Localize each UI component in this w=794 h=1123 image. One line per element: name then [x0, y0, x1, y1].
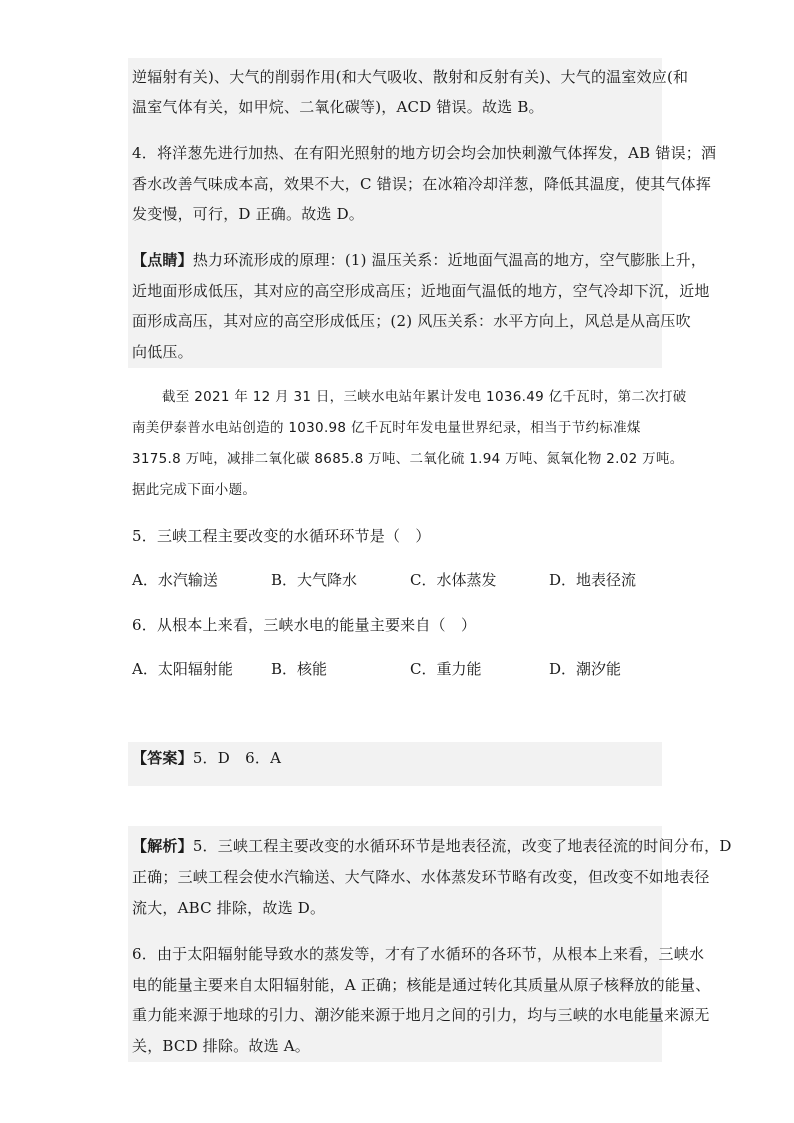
text-line: 重力能来源于地球的引力、潮汐能来源于地月之间的引力，均与三峡的水电能量来源无 — [132, 1006, 710, 1024]
text-line: 发变慢，可行，D 正确。故选 D。 — [132, 205, 364, 223]
question-stem: 6．从根本上来看，三峡水电的能量主要来自（ ） — [132, 616, 477, 634]
text-line: 逆辐射有关)、大气的削弱作用(和大气吸收、散射和反射有关)、大气的温室效应(和 — [132, 68, 689, 86]
option-d: D．潮汐能 — [549, 660, 622, 678]
option-c: C．水体蒸发 — [410, 571, 497, 589]
analysis-tag: 【解析】 — [132, 837, 193, 855]
text-line: 香水改善气味成本高，效果不大，C 错误；在冰箱冷却洋葱，降低其温度，使其气体挥 — [132, 175, 712, 193]
text-line: 近地面形成低压，其对应的高空形成高压；近地面气温低的地方，空气冷却下沉，近地 — [132, 282, 710, 300]
option-b: B．核能 — [271, 660, 328, 678]
answer-line — [132, 748, 281, 768]
option-d: D．地表径流 — [549, 571, 637, 589]
option-a: A．太阳辐射能 — [132, 660, 233, 678]
option-a: A．水汽输送 — [132, 571, 218, 589]
text-line: 4．将洋葱先进行加热、在有阳光照射的地方切会均会加快刺激气体挥发，AB 错误；酒 — [132, 144, 717, 162]
text-line: 电的能量主要来自太阳辐射能，A 正确；核能是通过转化其质量从原子核释放的能量、 — [132, 976, 711, 994]
answer-text: 5．D 6．A — [192, 749, 282, 767]
analysis-line — [132, 836, 732, 856]
text-line: 6．由于太阳辐射能导致水的蒸发等，才有了水循环的各环节，从根本上来看，三峡水 — [132, 945, 705, 963]
text-line: 向低压。 — [132, 343, 193, 361]
answer-tag: 【答案】 — [132, 749, 193, 767]
material-line: 3175.8 万吨，减排二氧化碳 8685.8 万吨、二氧化硫 1.94 万吨、氮氧化物 2.02 万吨。 — [132, 451, 684, 467]
text-line: 正确；三峡工程会使水汽输送、大气降水、水体蒸发环节略有改变，但改变不如地表径 — [132, 868, 710, 886]
text-line: 面形成高压，其对应的高空形成低压；(2) 风压关系：水平方向上，风总是从高压吹 — [132, 312, 691, 330]
text-line: 关，BCD 排除。故选 A。 — [132, 1037, 310, 1055]
text-line: 温室气体有关，如甲烷、二氧化碳等)，ACD 错误。故选 B。 — [132, 98, 544, 116]
option-c: C．重力能 — [410, 660, 482, 678]
text-line: 流大，ABC 排除，故选 D。 — [132, 899, 326, 917]
option-b: B．大气降水 — [271, 571, 358, 589]
question-stem: 5．三峡工程主要改变的水循环环节是（ ） — [132, 527, 431, 545]
material-line: 据此完成下面小题。 — [132, 482, 257, 498]
material-line: 截至 2021 年 12 月 31 日，三峡水电站年累计发电 1036.49 亿千瓦时，第二次打破 — [162, 389, 687, 405]
text-line: 热力环流形成的原理：(1) 温压关系：近地面气温高的地方，空气膨胀上升， — [192, 251, 707, 269]
highlight-paragraph — [132, 250, 706, 270]
highlight-tag: 【点睛】 — [132, 251, 193, 269]
text-line: 5．三峡工程主要改变的水循环环节是地表径流，改变了地表径流的时间分布，D — [192, 837, 732, 855]
material-line: 南美伊泰普水电站创造的 1030.98 亿千瓦时年发电量世界纪录，相当于节约标准煤 — [132, 420, 641, 436]
